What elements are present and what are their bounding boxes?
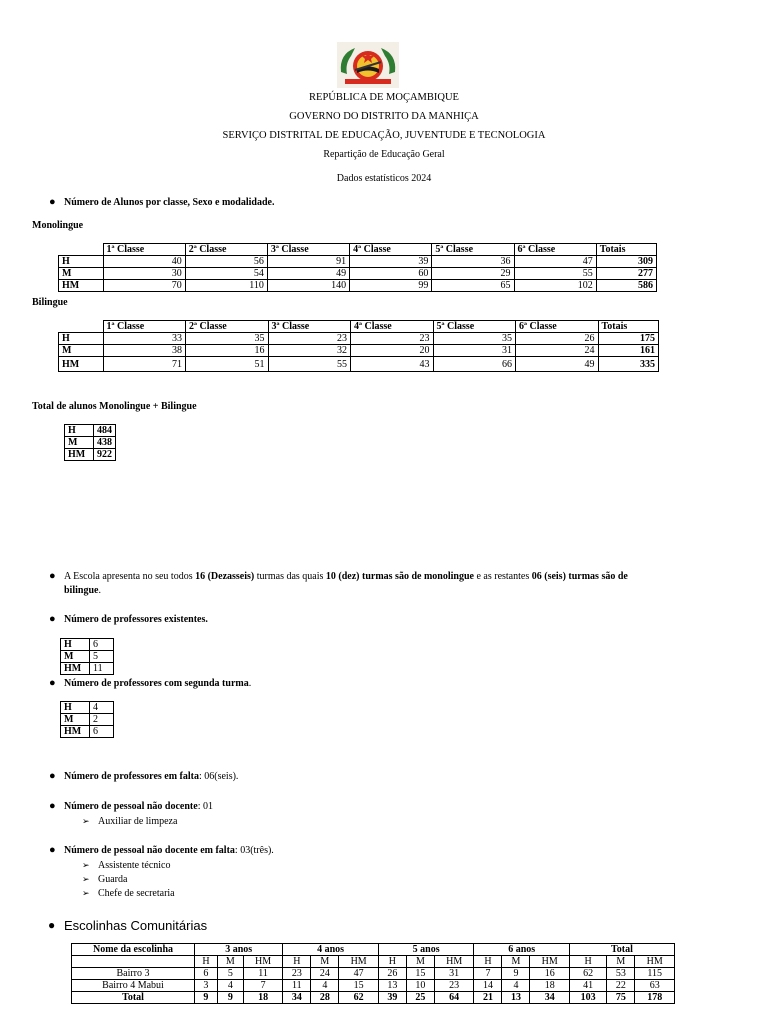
ndf-item-text: Guarda [98, 874, 128, 885]
cell: 9 [217, 992, 243, 1004]
nd-item [82, 816, 178, 827]
table-row [61, 663, 114, 675]
cell: 4 [311, 980, 339, 992]
arrow-bullet-icon: ➢ [82, 874, 90, 884]
sub-header: HM [434, 956, 473, 968]
cell: 4 [502, 980, 530, 992]
table-row [59, 345, 659, 357]
cell: 438 [94, 437, 116, 449]
cell: 7 [474, 968, 502, 980]
cell: 5 [217, 968, 243, 980]
col-header: 4ª Classe [350, 244, 432, 256]
cell: 13 [502, 992, 530, 1004]
turmas-bold-4: bilingue [64, 585, 99, 596]
empty-cell [59, 321, 104, 333]
sub-header: M [217, 956, 243, 968]
sub-header: M [406, 956, 434, 968]
bullet-escolinhas [48, 918, 208, 933]
total-title: Total de alunos Monolingue + Bilingue [32, 401, 197, 412]
col-header: 5ª Classe [433, 321, 516, 333]
table-header-row [59, 244, 657, 256]
table-row [61, 639, 114, 651]
total-cell: 335 [598, 357, 659, 372]
turmas-text-1: A Escola apresenta no seu todos [64, 571, 196, 582]
cell: 23 [434, 980, 473, 992]
cell: 47 [339, 968, 378, 980]
cell: 2 [90, 714, 114, 726]
cell: 23 [351, 333, 434, 345]
table-row [65, 437, 116, 449]
row-label: M [59, 345, 104, 357]
cell: 6 [90, 639, 114, 651]
cell: 39 [378, 992, 406, 1004]
school-name: Bairro 4 Mabui [72, 980, 195, 992]
row-label: HM [61, 663, 90, 675]
header-line-3: SERVIÇO DISTRITAL DE EDUCAÇÃO, JUVENTUDE E TECNOLOGIA [222, 130, 546, 141]
sub-header: M [607, 956, 635, 968]
cell: 11 [90, 663, 114, 675]
cell: 140 [267, 280, 349, 292]
col-header: Totais [598, 321, 659, 333]
cell: 18 [530, 980, 569, 992]
row-label: HM [59, 357, 104, 372]
table-row [65, 425, 116, 437]
bullet-icon: ● [49, 677, 56, 689]
mono-title: Monolingue [32, 220, 84, 231]
row-label: M [59, 268, 104, 280]
nd-label: Número de pessoal não docente [64, 801, 198, 812]
row-label: M [61, 651, 90, 663]
total-cell: 277 [596, 268, 656, 280]
bil-table [58, 320, 659, 372]
cell: 4 [90, 702, 114, 714]
turmas-text-2: turmas das quais [254, 571, 326, 582]
group-header: 4 anos [283, 944, 379, 956]
prof-seg-text: Número de professores com segunda turma [64, 678, 249, 689]
cell: 115 [635, 968, 675, 980]
bullet-prof-exist [49, 613, 208, 625]
row-label: H [61, 702, 90, 714]
row-label: M [61, 714, 90, 726]
empty-cell [72, 956, 195, 968]
cell: 4 [217, 980, 243, 992]
cell: 18 [243, 992, 282, 1004]
col-header: 3ª Classe [268, 321, 351, 333]
bullet-icon: ● [49, 800, 56, 812]
cell: 10 [406, 980, 434, 992]
escolinhas-title: Escolinhas Comunitárias [64, 918, 208, 933]
bullet-prof-falta [49, 770, 239, 782]
cell: 29 [432, 268, 514, 280]
nd-value: : 01 [197, 801, 213, 812]
col-header: 1ª Classe [103, 244, 185, 256]
arrow-bullet-icon: ➢ [82, 816, 90, 826]
prof-seg-suffix: . [248, 678, 252, 689]
col-header: 3ª Classe [267, 244, 349, 256]
table-row [61, 726, 114, 738]
cell: 70 [103, 280, 185, 292]
turmas-text-4: . [98, 585, 101, 596]
coat-of-arms-emblem [337, 42, 399, 88]
row-label: M [65, 437, 94, 449]
col-header: 2ª Classe [185, 244, 267, 256]
row-label: H [59, 256, 104, 268]
header-line-2: GOVERNO DO DISTRITO DA MANHIÇA [289, 111, 479, 122]
cell: 922 [94, 449, 116, 461]
row-label: H [65, 425, 94, 437]
cell: 47 [514, 256, 596, 268]
header-line-1: REPÚBLICA DE MOÇAMBIQUE [309, 92, 459, 103]
bullet-alunos [49, 196, 275, 208]
total-cell: 309 [596, 256, 656, 268]
cell: 35 [186, 333, 269, 345]
sub-header: HM [530, 956, 569, 968]
table-row [59, 268, 657, 280]
cell: 16 [530, 968, 569, 980]
arrow-bullet-icon: ➢ [82, 860, 90, 870]
table-row [59, 333, 659, 345]
row-label: H [59, 333, 104, 345]
ndf-item [82, 874, 128, 885]
arrow-bullet-icon: ➢ [82, 888, 90, 898]
sub-header: H [474, 956, 502, 968]
empty-cell [59, 244, 104, 256]
sub-header: H [569, 956, 606, 968]
cell: 62 [569, 968, 606, 980]
cell: 54 [185, 268, 267, 280]
escolinhas-table [71, 943, 675, 1004]
bullet-icon: ● [49, 844, 56, 856]
cell: 102 [514, 280, 596, 292]
cell: 34 [283, 992, 311, 1004]
cell: 20 [351, 345, 434, 357]
sub-header: HM [339, 956, 378, 968]
header-line-5: Dados estatísticos 2024 [336, 173, 432, 184]
cell: 23 [283, 968, 311, 980]
cell: 484 [94, 425, 116, 437]
cell: 66 [433, 357, 516, 372]
col-header: 2ª Classe [186, 321, 269, 333]
sub-header: H [378, 956, 406, 968]
col-header: 6ª Classe [516, 321, 599, 333]
table-row [61, 702, 114, 714]
prof-falta-value: : 06(seis). [198, 771, 239, 782]
sub-header: H [195, 956, 218, 968]
cell: 40 [103, 256, 185, 268]
cell: 75 [607, 992, 635, 1004]
table-row [59, 357, 659, 372]
cell: 26 [378, 968, 406, 980]
bullet-prof-seg [49, 677, 252, 689]
bullet-icon: ● [49, 770, 56, 782]
ndf-value: : 03(três). [234, 845, 274, 856]
group-header: 3 anos [195, 944, 283, 956]
cell: 99 [350, 280, 432, 292]
row-label: HM [59, 280, 104, 292]
bullet-icon: ● [48, 918, 56, 932]
total-cell: 161 [598, 345, 659, 357]
cell: 56 [185, 256, 267, 268]
sub-header: H [283, 956, 311, 968]
row-label: H [61, 639, 90, 651]
sub-header: M [311, 956, 339, 968]
prof-exist-text: Número de professores existentes. [64, 614, 208, 625]
group-header: 6 anos [474, 944, 570, 956]
cell: 60 [350, 268, 432, 280]
ndf-item-text: Chefe de secretaria [98, 888, 175, 899]
table-row [65, 449, 116, 461]
group-header: 5 anos [378, 944, 474, 956]
bullet-icon: ● [49, 196, 56, 208]
table-header-row [59, 321, 659, 333]
cell: 30 [103, 268, 185, 280]
table-subheader-row [72, 956, 675, 968]
ndf-item [82, 888, 175, 899]
table-row-total [72, 992, 675, 1004]
cell: 110 [185, 280, 267, 292]
cell: 6 [90, 726, 114, 738]
prof-falta-label: Número de professores em falta [64, 771, 199, 782]
table-row [61, 714, 114, 726]
table-row [72, 968, 675, 980]
cell: 35 [433, 333, 516, 345]
cell: 34 [530, 992, 569, 1004]
turmas-bold-1: 16 (Dezasseis) [195, 571, 255, 582]
cell: 3 [195, 980, 218, 992]
ndf-item-text: Assistente técnico [98, 860, 171, 871]
bil-title: Bilingue [32, 297, 68, 308]
cell: 9 [195, 992, 218, 1004]
row-label: HM [61, 726, 90, 738]
cell: 63 [635, 980, 675, 992]
cell: 5 [90, 651, 114, 663]
nd-item-text: Auxiliar de limpeza [98, 816, 178, 827]
cell: 22 [607, 980, 635, 992]
col-header: Nome da escolinha [72, 944, 195, 956]
turmas-text-3: e as restantes [473, 571, 532, 582]
total-cell: 175 [598, 333, 659, 345]
bullet-turmas [49, 570, 704, 598]
cell: 23 [268, 333, 351, 345]
bullet-alunos-text: Número de Alunos por classe, Sexo e modalidade. [64, 197, 275, 208]
ndf-label: Número de pessoal não docente em falta [64, 845, 235, 856]
turmas-bold-3: 06 (seis) turmas são de [531, 571, 628, 582]
cell: 9 [502, 968, 530, 980]
cell: 31 [433, 345, 516, 357]
cell: 91 [267, 256, 349, 268]
cell: 38 [103, 345, 186, 357]
cell: 55 [514, 268, 596, 280]
cell: 24 [516, 345, 599, 357]
col-header: 6ª Classe [514, 244, 596, 256]
cell: 26 [516, 333, 599, 345]
school-name: Total [72, 992, 195, 1004]
bullet-nd-falta [49, 844, 274, 856]
cell: 33 [103, 333, 186, 345]
cell: 11 [243, 968, 282, 980]
cell: 16 [186, 345, 269, 357]
cell: 64 [434, 992, 473, 1004]
cell: 39 [350, 256, 432, 268]
bullet-icon: ● [49, 570, 56, 582]
group-header: Total [569, 944, 674, 956]
sub-header: HM [243, 956, 282, 968]
table-row [61, 651, 114, 663]
total-table [64, 424, 116, 461]
ndf-item [82, 860, 171, 871]
cell: 43 [351, 357, 434, 372]
cell: 31 [434, 968, 473, 980]
prof-exist-table [60, 638, 114, 675]
row-label: HM [65, 449, 94, 461]
bullet-nao-docente [49, 800, 213, 812]
table-row [59, 280, 657, 292]
cell: 49 [516, 357, 599, 372]
table-header-row [72, 944, 675, 956]
cell: 15 [406, 968, 434, 980]
col-header: Totais [596, 244, 656, 256]
cell: 14 [474, 980, 502, 992]
turmas-bold-2: 10 (dez) turmas são de monolingue [325, 571, 474, 582]
cell: 6 [195, 968, 218, 980]
cell: 7 [243, 980, 282, 992]
sub-header: HM [635, 956, 675, 968]
cell: 24 [311, 968, 339, 980]
cell: 49 [267, 268, 349, 280]
mono-table [58, 243, 657, 292]
cell: 21 [474, 992, 502, 1004]
cell: 71 [103, 357, 186, 372]
cell: 15 [339, 980, 378, 992]
cell: 53 [607, 968, 635, 980]
cell: 178 [635, 992, 675, 1004]
cell: 55 [268, 357, 351, 372]
cell: 25 [406, 992, 434, 1004]
col-header: 4ª Classe [351, 321, 434, 333]
total-cell: 586 [596, 280, 656, 292]
prof-seg-table [60, 701, 114, 738]
table-row [59, 256, 657, 268]
cell: 13 [378, 980, 406, 992]
col-header: 5ª Classe [432, 244, 514, 256]
header-line-4: Repartição de Educação Geral [323, 149, 445, 160]
cell: 65 [432, 280, 514, 292]
table-row [72, 980, 675, 992]
cell: 36 [432, 256, 514, 268]
cell: 32 [268, 345, 351, 357]
cell: 51 [186, 357, 269, 372]
cell: 11 [283, 980, 311, 992]
cell: 41 [569, 980, 606, 992]
cell: 62 [339, 992, 378, 1004]
cell: 28 [311, 992, 339, 1004]
cell: 103 [569, 992, 606, 1004]
col-header: 1ª Classe [103, 321, 186, 333]
sub-header: M [502, 956, 530, 968]
bullet-icon: ● [49, 613, 56, 625]
school-name: Bairro 3 [72, 968, 195, 980]
